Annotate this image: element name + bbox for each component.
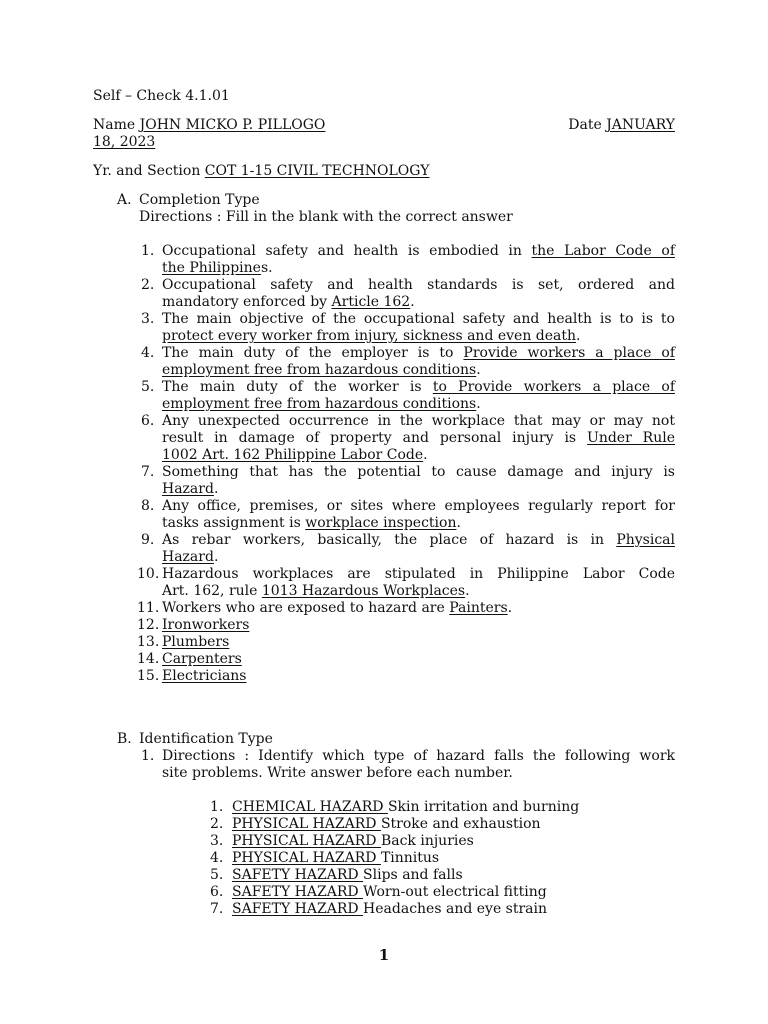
item-text-suffix: . [423, 447, 428, 463]
item-line [162, 668, 247, 684]
item-number: 8. [141, 498, 155, 514]
id-item-number: 5. [210, 867, 224, 883]
date-label: Date [568, 117, 602, 133]
answer-text: Painters [449, 600, 508, 616]
item-number: 10. [137, 566, 160, 582]
item-text: The main duty of the employer is to [162, 345, 454, 361]
hazard-answer: SAFETY HAZARD [232, 884, 364, 900]
section-line [93, 163, 429, 179]
answer-text: Under Rule [587, 430, 676, 446]
item-text: mandatory enforced by [162, 294, 332, 310]
item-text: tasks assignment is [162, 515, 306, 531]
item-number: 3. [141, 311, 155, 327]
answer-text: employment free from hazardous conditions [162, 396, 477, 412]
item-text: result in damage of property and personal injury is [162, 430, 577, 446]
section-label: Yr. and Section [93, 163, 201, 179]
section-value: COT 1-15 CIVIL TECHNOLOGY [204, 163, 430, 179]
id-item-line [232, 901, 547, 917]
id-item-line [232, 833, 474, 849]
problem-text: Tinnitus [380, 850, 440, 866]
part-a-directions: Directions : Fill in the blank with the correct answer [139, 209, 513, 225]
item-text: Occupational safety and health is embodied in [162, 243, 522, 259]
item-number: 7. [141, 464, 155, 480]
item-line [162, 413, 675, 429]
answer-text: Article 162 [331, 294, 411, 310]
id-item-number: 7. [210, 901, 224, 917]
hazard-answer: SAFETY HAZARD [232, 901, 364, 917]
part-b-direction-number: 1. [141, 748, 155, 764]
page-number: 1 [378, 946, 390, 964]
answer-text: 1013 Hazardous Workplaces [261, 583, 466, 599]
item-text-suffix: . [213, 549, 219, 565]
id-item-number: 1. [210, 799, 224, 815]
item-number: 1. [141, 243, 155, 259]
item-line [162, 294, 415, 310]
item-line [162, 481, 218, 497]
item-line [162, 515, 461, 531]
item-number: 9. [141, 532, 155, 548]
item-text: Occupational safety and health standards is set, ordered and [162, 277, 675, 293]
item-text: Something that has the potential to cause damage and injury is [162, 464, 675, 480]
item-line [162, 464, 675, 480]
item-text-suffix: . [213, 481, 219, 497]
item-text: Any unexpected occurrence in the workplace that may or may not [162, 413, 675, 429]
hazard-answer: PHYSICAL HAZARD [232, 816, 381, 832]
item-line [162, 583, 470, 599]
document-title: Self – Check 4.1.01 [93, 88, 230, 104]
problem-text: Slips and falls [363, 867, 463, 883]
item-text-suffix: s. [260, 260, 273, 276]
name-value: JOHN MICKO P. PILLOGO [139, 117, 326, 133]
answer-text: employment free from hazardous conditions [162, 362, 477, 378]
item-text: Art. 162, rule [162, 583, 262, 599]
answer-text: workplace inspection [305, 515, 457, 531]
item-text: Hazardous workplaces are stipulated in Philippine Labor Code [162, 566, 675, 582]
answer-text: Hazard [162, 481, 214, 497]
item-line [162, 243, 675, 259]
answer-text: 1002 Art. 162 Philippine Labor Code [162, 447, 424, 463]
hazard-answer: PHYSICAL HAZARD [232, 850, 381, 866]
part-b-heading: Identification Type [139, 731, 273, 747]
part-a-heading: Completion Type [139, 192, 260, 208]
id-item-line [232, 884, 547, 900]
date-value-part1: JANUARY [606, 117, 675, 133]
item-line [162, 600, 512, 616]
item-line [162, 498, 675, 514]
id-item-line [232, 816, 541, 832]
item-line [162, 379, 675, 395]
item-line [162, 634, 229, 650]
date-value-continued [93, 134, 155, 150]
item-number: 13. [137, 634, 160, 650]
answer-text: protect every worker from injury, sickness and even death [162, 328, 577, 344]
part-b-marker: B. [117, 731, 132, 747]
answer-text: Carpenters [162, 651, 242, 667]
item-text: Any office, premises, or sites where employees regularly report for [162, 498, 675, 514]
item-text: As rebar workers, basically, the place of hazard is in [162, 532, 605, 548]
problem-text: Worn-out electrical fitting [363, 884, 547, 900]
date-value-part2: 18, 2023 [93, 134, 156, 150]
item-text-suffix: . [465, 583, 470, 599]
problem-text: Stroke and exhaustion [380, 816, 541, 832]
item-number: 12. [137, 617, 160, 633]
answer-text: Ironworkers [162, 617, 250, 633]
id-item-number: 2. [210, 816, 224, 832]
item-text-suffix: . [476, 396, 481, 412]
problem-text: Skin irritation and burning [387, 799, 580, 815]
item-text: The main objective of the occupational safety and health is to is to [162, 311, 675, 327]
item-number: 15. [137, 668, 160, 684]
answer-text: Plumbers [162, 634, 230, 650]
part-b-directions-line2: site problems. Write answer before each number. [162, 765, 513, 781]
id-item-line [232, 867, 463, 883]
answer-text: the Philippine [162, 260, 261, 276]
item-text-suffix: . [576, 328, 581, 344]
hazard-answer: CHEMICAL HAZARD [232, 799, 388, 815]
item-text-suffix: . [476, 362, 481, 378]
id-item-line [232, 799, 579, 815]
item-line [162, 617, 249, 633]
answer-text: Hazard [162, 549, 214, 565]
answer-text: Physical [616, 532, 675, 548]
date-line [568, 117, 675, 133]
item-text-suffix: . [507, 600, 513, 616]
name-label: Name [93, 117, 136, 133]
item-text: The main duty of the worker is [162, 379, 422, 395]
item-number: 5. [141, 379, 155, 395]
problem-text: Headaches and eye strain [363, 901, 548, 917]
id-item-number: 3. [210, 833, 224, 849]
item-line [162, 277, 675, 293]
answer-text: Electricians [162, 668, 247, 684]
item-number: 11. [137, 600, 160, 616]
item-line [162, 532, 675, 548]
item-text-suffix: . [410, 294, 415, 310]
id-item-number: 6. [210, 884, 224, 900]
answer-text: to Provide workers a place of [432, 379, 675, 395]
hazard-answer: SAFETY HAZARD [232, 867, 364, 883]
problem-text: Back injuries [380, 833, 474, 849]
part-b-directions-line1: Directions : Identify which type of hazard falls the following work [162, 748, 675, 764]
part-a-marker: A. [117, 192, 132, 208]
hazard-answer: PHYSICAL HAZARD [232, 833, 381, 849]
item-line [162, 549, 218, 565]
item-number: 6. [141, 413, 155, 429]
item-line [162, 430, 675, 446]
item-line [162, 396, 481, 412]
item-line [162, 566, 675, 582]
item-line [162, 260, 273, 276]
answer-text: the Labor Code of [531, 243, 675, 259]
item-number: 14. [137, 651, 160, 667]
item-line [162, 311, 675, 327]
item-line [162, 651, 242, 667]
name-line [93, 117, 325, 133]
item-number: 4. [141, 345, 155, 361]
answer-text: Provide workers a place of [463, 345, 675, 361]
item-line [162, 345, 675, 361]
item-number: 2. [141, 277, 155, 293]
id-item-line [232, 850, 439, 866]
id-item-number: 4. [210, 850, 224, 866]
item-line [162, 447, 428, 463]
item-text: Workers who are exposed to hazard are [162, 600, 450, 616]
item-text-suffix: . [456, 515, 461, 531]
item-line [162, 328, 581, 344]
item-line [162, 362, 481, 378]
